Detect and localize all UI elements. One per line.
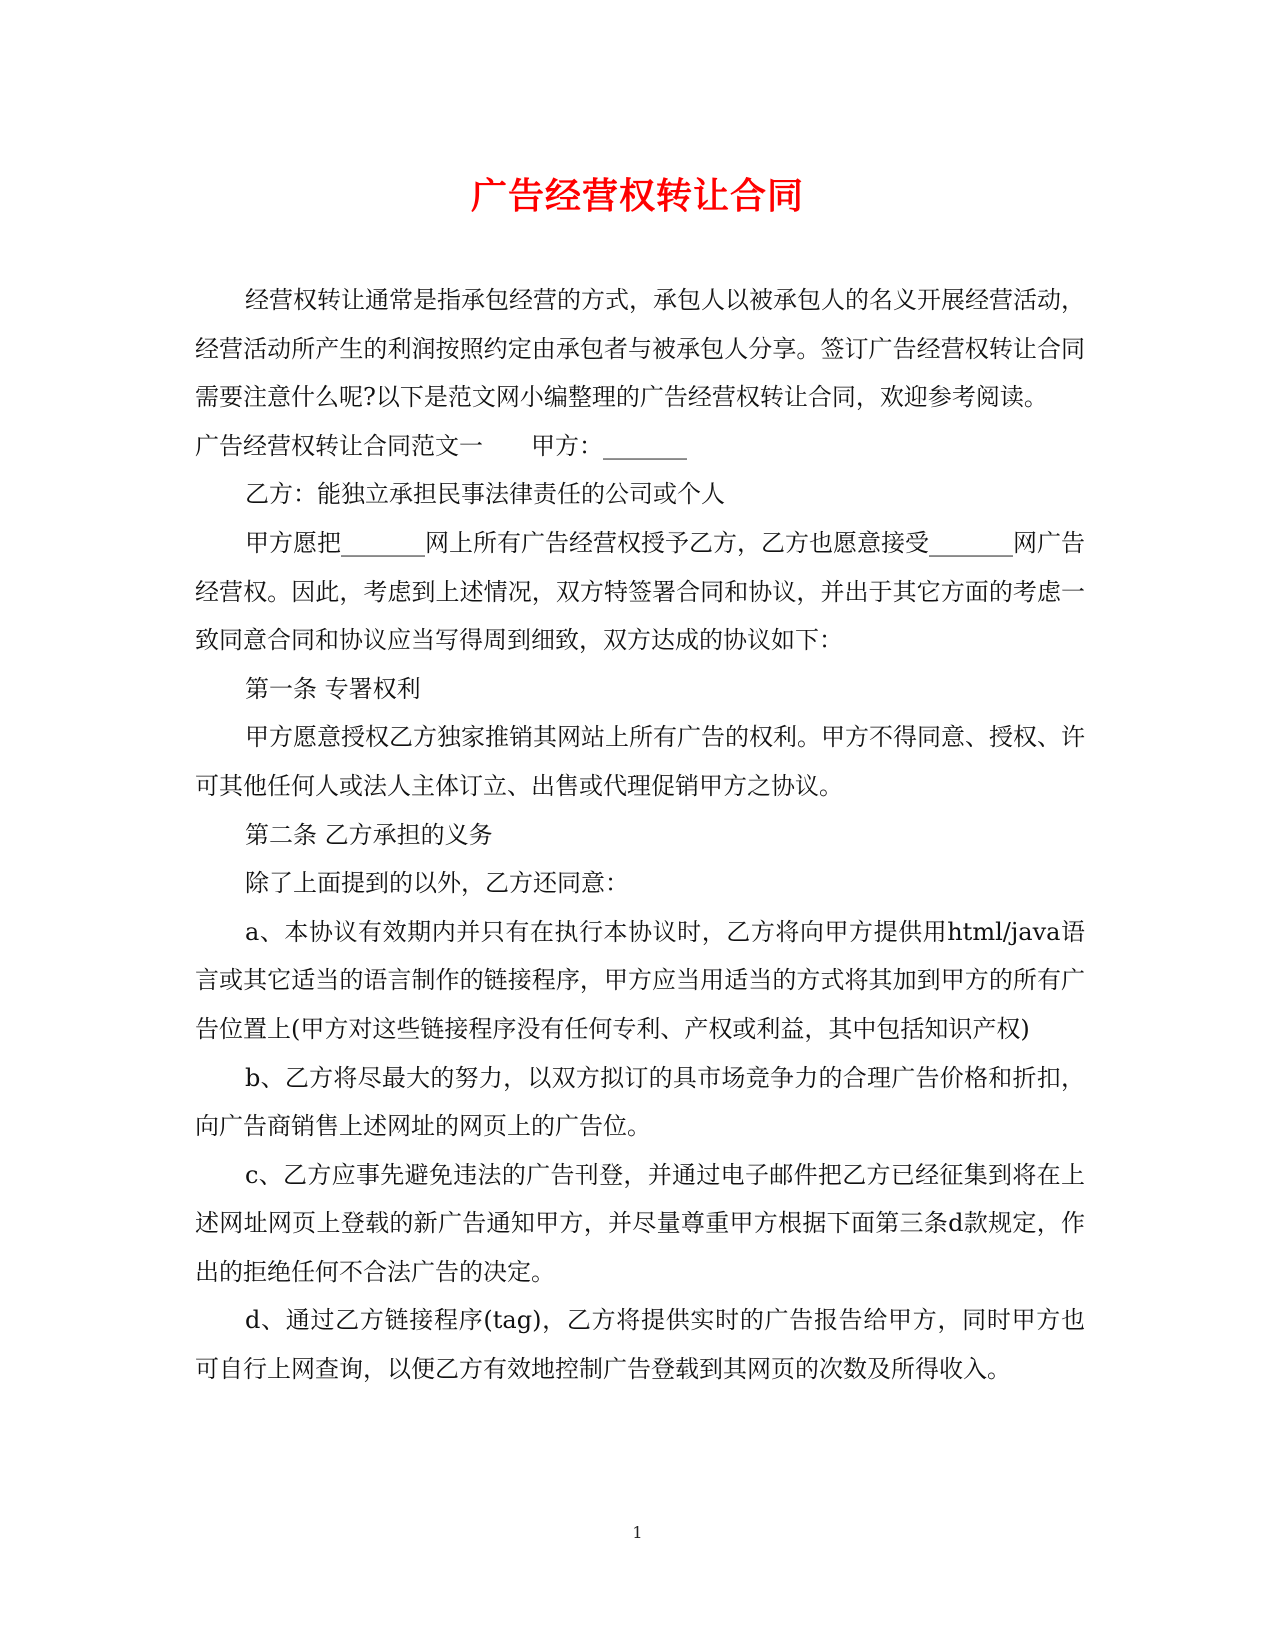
article-1-body: 甲方愿意授权乙方独家推销其网站上所有广告的权利。甲方不得同意、授权、许可其他任何人或法人主体订立、出售或代理促销甲方之协议。 bbox=[195, 723, 1085, 800]
article-2-heading: 第二条 乙方承担的义务 bbox=[245, 820, 493, 849]
page-number: 1 bbox=[632, 1523, 643, 1542]
intro-paragraph: 经营权转让通常是指承包经营的方式，承包人以被承包人的名义开展经营活动，经营活动所产生的利润按照约定由承包者与被承包人分享。签订广告经营权转让合同需要注意什么呢?以下是范文网小编整理的广告经营权转让合同，欢迎参考阅读。 bbox=[195, 286, 1085, 412]
contract-heading-party-a: 广告经营权转让合同范文一 甲方：_______ bbox=[195, 431, 687, 460]
article-2-intro: 除了上面提到的以外，乙方还同意： bbox=[245, 869, 629, 898]
party-b-line: 乙方：能独立承担民事法律责任的公司或个人 bbox=[245, 480, 725, 509]
article-1-heading: 第一条 专署权利 bbox=[245, 674, 421, 703]
document-body bbox=[195, 276, 1085, 1394]
clause-d: d、通过乙方链接程序(tag)，乙方将提供实时的广告报告给甲方，同时甲方也可自行上网查询，以便乙方有效地控制广告登载到其网页的次数及所得收入。 bbox=[195, 1306, 1085, 1384]
clause-a: a、本协议有效期内并只有在执行本协议时，乙方将向甲方提供用html/java语言或其它适当的语言制作的链接程序，甲方应当用适当的方式将其加到甲方的所有广告位置上(甲方对这些链接程序没有任何专利、产权或利益，其中包括知识产权) bbox=[195, 917, 1085, 1043]
agreement-preamble: 甲方愿把_______网上所有广告经营权授予乙方，乙方也愿意接受_______网广告经营权。因此，考虑到上述情况，双方特签署合同和协议，并出于其它方面的考虑一致同意合同和协议应当写得周到细致，双方达成的协议如下： bbox=[195, 528, 1085, 655]
clause-b: b、乙方将尽最大的努力，以双方拟订的具市场竞争力的合理广告价格和折扣，向广告商销售上述网址的网页上的广告位。 bbox=[195, 1063, 1085, 1141]
document-title: 广告经营权转让合同 bbox=[470, 175, 804, 217]
clause-c: c、乙方应事先避免违法的广告刊登，并通过电子邮件把乙方已经征集到将在上述网址网页上登载的新广告通知甲方，并尽量尊重甲方根据下面第三条d款规定，作出的拒绝任何不合法广告的决定。 bbox=[195, 1160, 1085, 1286]
